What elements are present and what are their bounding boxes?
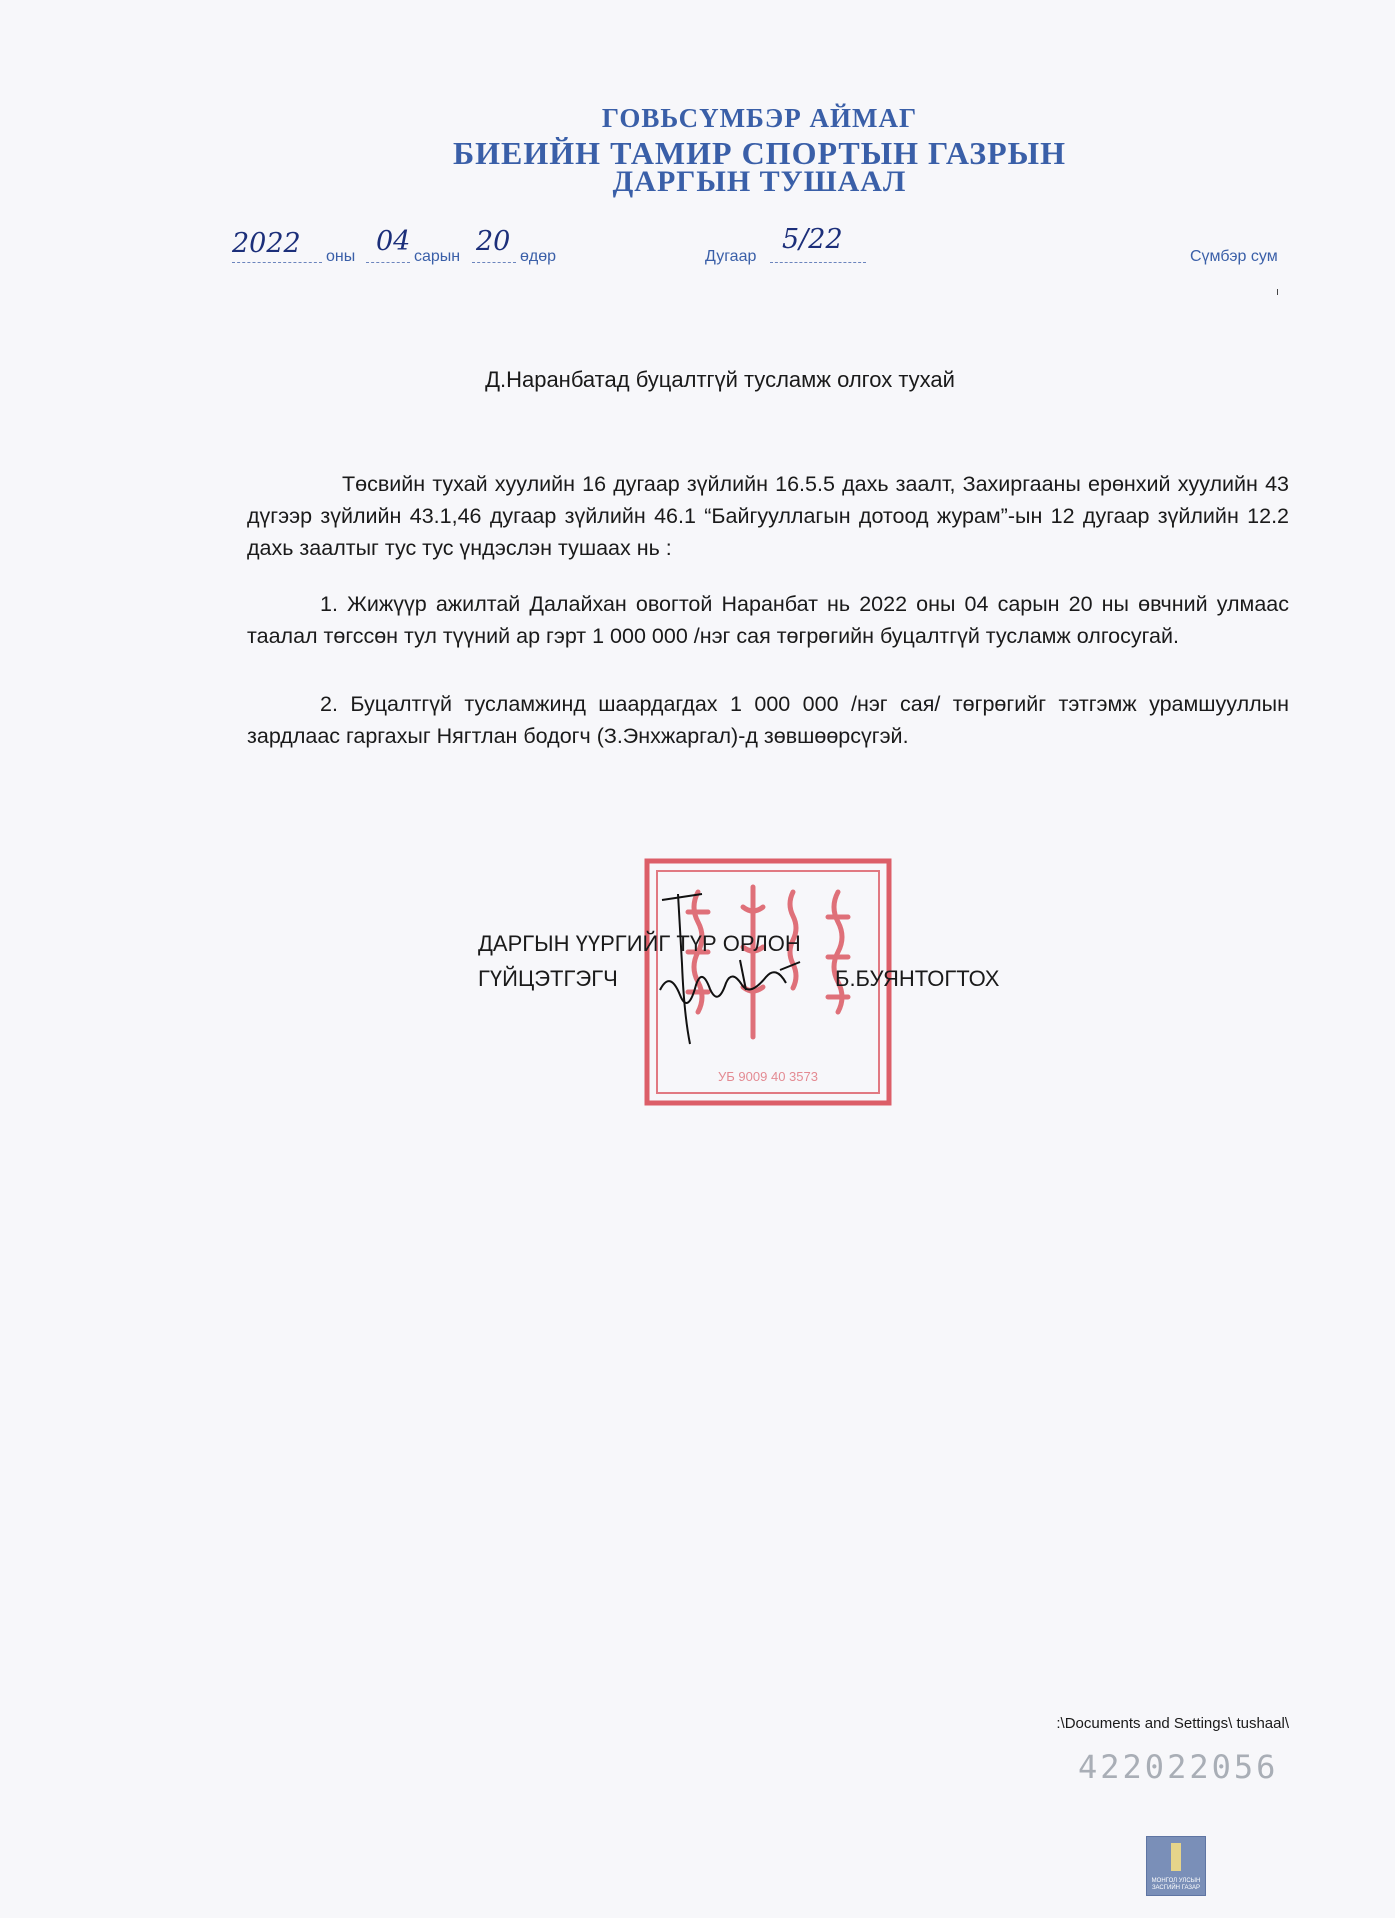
handwritten-month: 04 xyxy=(376,226,411,257)
logo-caption: МОНГОЛ УЛСЫН ЗАСГИЙН ГАЗАР xyxy=(1151,1878,1201,1891)
year-underline xyxy=(232,262,322,263)
day-label: өдөр xyxy=(520,248,557,265)
date-number-row xyxy=(0,224,1395,272)
handwritten-signature xyxy=(630,880,810,1060)
header-agency: БИЕИЙН ТАМИР СПОРТЫН ГАЗРЫН xyxy=(453,135,1066,171)
margin-tick xyxy=(1277,289,1278,295)
order-title: Д.Наранбатад буцалтгүй тусламж олгох тухай xyxy=(485,367,955,392)
stamp-registry-text: УБ 9009 40 3573 xyxy=(718,1069,818,1084)
order-item-1: 1. Жижүүр ажилтай Далайхан овогтой Наранбат нь 2022 оны 04 сарын 20 ны өвчний улмаас таалал төгссөн тул түүний ар гэрт 1 000 000 /нэг сая төгрөгийн буцалтгүй тусламж олгосугай. xyxy=(247,592,1289,648)
header-aimag: ГОВЬСҮМБЭР АЙМАГ xyxy=(601,103,918,133)
handwritten-number: 5/22 xyxy=(782,224,843,255)
day-underline xyxy=(472,262,516,263)
number-label: Дугаар xyxy=(705,248,757,265)
signatory-position-line1: ДАРГЫН ҮҮРГИЙГ ТҮР ОРЛОН xyxy=(478,931,801,956)
year-label: оны xyxy=(326,248,356,265)
order-item-2: 2. Буцалтгүй тусламжинд шаардагдах 1 000 000 /нэг сая/ төгрөгийг тэтгэмж урамшууллын зардлаас гаргахыг Нягтлан бодогч (З.Энхжаргал)-д зөвшөөрсүгэй. xyxy=(247,692,1289,748)
handwritten-year: 2022 xyxy=(232,228,301,259)
number-underline xyxy=(770,262,866,263)
signatory-position-line2: ГҮЙЦЭТГЭГЧ xyxy=(478,966,618,991)
month-label: сарын xyxy=(414,248,461,265)
preamble-paragraph: Төсвийн тухай хуулийн 16 дугаар зүйлийн 16.5.5 дахь заалт, Захиргааны ерөнхий хуулийн 43 дүгээр зүйлийн 43.1,46 дугаар зүйлийн 46.1 “Байгууллагын дотоод журам”-ын 12 дугаар зүйлийн 12.2 дахь заалтыг тус тус үндэслэн тушаах нь : xyxy=(247,472,1289,560)
handwritten-day: 20 xyxy=(476,226,511,257)
header-order-type: ДАРГЫН ТУШААЛ xyxy=(612,165,907,198)
government-logo xyxy=(1146,1836,1206,1896)
signatory-name: Б.БУЯНТОГТОХ xyxy=(835,966,1000,991)
soyombo-icon xyxy=(1147,1837,1205,1877)
document-code: 422022056 xyxy=(1078,1748,1279,1786)
place-label: Сүмбэр сум xyxy=(1190,248,1278,265)
file-path: :\Documents and Settings\ tushaal\ xyxy=(1056,1715,1289,1732)
month-underline xyxy=(366,262,410,263)
